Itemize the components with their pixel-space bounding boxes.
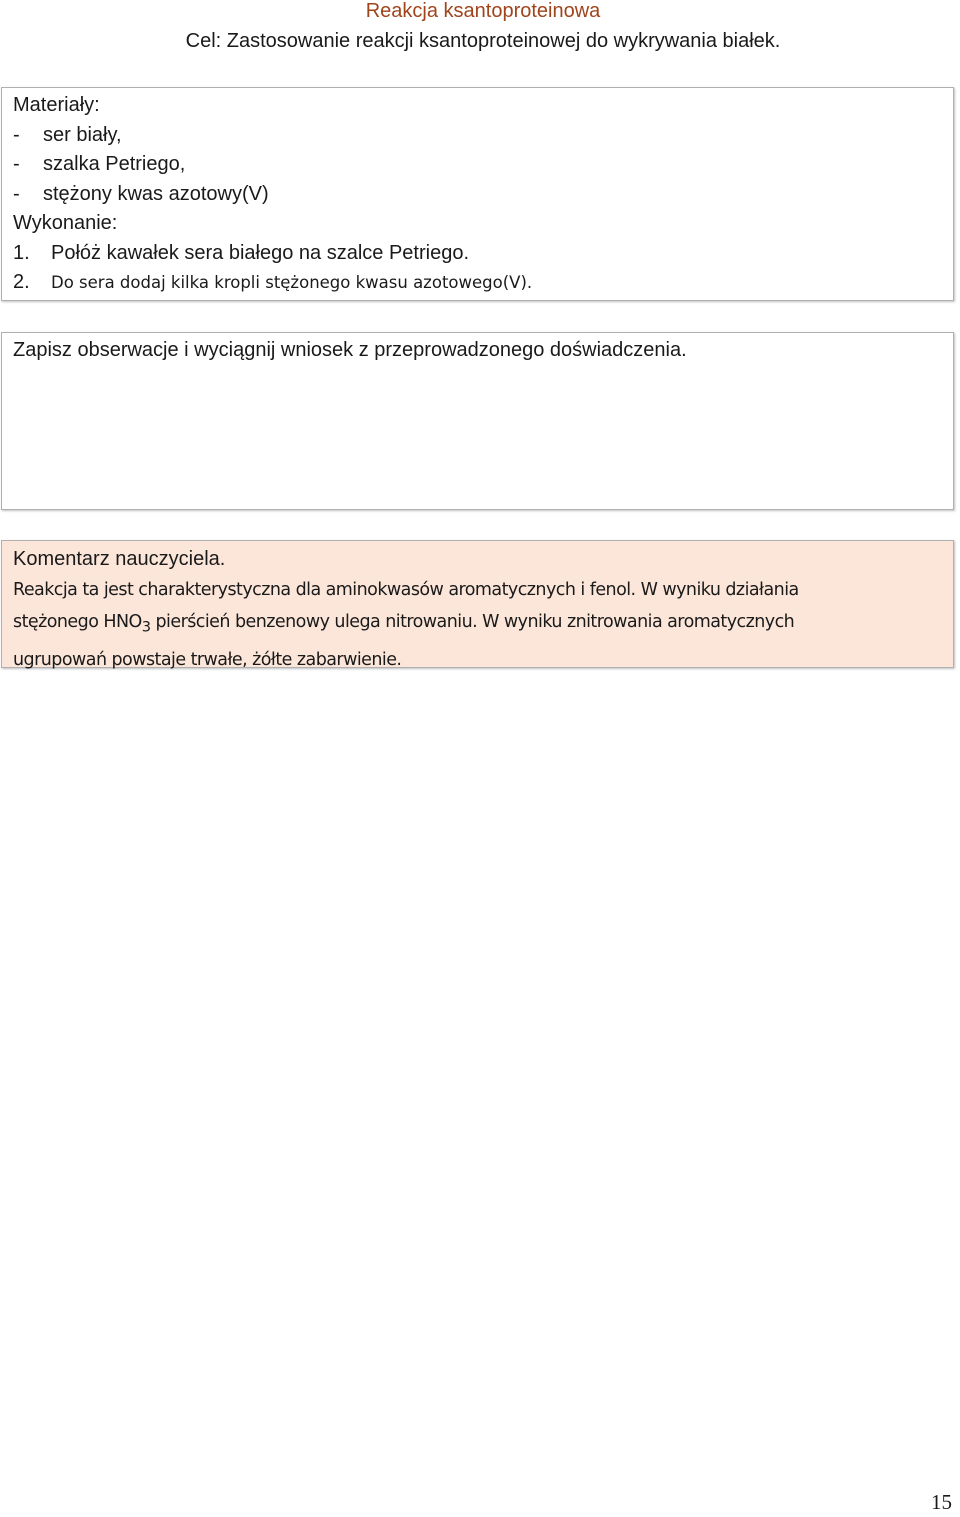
procedure-step [13, 268, 942, 298]
document-title: Reakcja ksantoproteinowa [365, 0, 601, 22]
material-label: szalka Petriego, [43, 153, 186, 175]
list-item [13, 121, 942, 151]
materials-heading: Materiały: [13, 94, 100, 116]
comment-line [13, 606, 942, 644]
bullet: - [13, 182, 20, 205]
bullet: - [13, 153, 20, 175]
material-label: stężony kwas azotowy(V) [43, 182, 269, 205]
procedure-step [13, 239, 942, 269]
comment-text-part: pierścień benzenowy ulega nitrowaniu. W wyniku znitrowania aromatycznych [150, 612, 795, 632]
comment-text-part: stężonego HNO [13, 612, 142, 632]
material-label: ser biały, [43, 123, 122, 146]
page-number: 15 [931, 1490, 952, 1514]
observations-prompt: Zapisz obserwacje i wyciągnij wniosek z przeprowadzonego doświadczenia. [13, 339, 687, 361]
step-number: 1. [13, 241, 30, 264]
comment-line: Reakcja ta jest charakterystyczna dla aminokwasów aromatycznych i fenol. W wyniku działania [13, 580, 799, 600]
goal-statement: Cel: Zastosowanie reakcji ksantoproteinowej do wykrywania białek. [185, 30, 781, 52]
step-number: 2. [13, 271, 30, 293]
teacher-comment-box [1, 540, 954, 668]
procedure-heading: Wykonanie: [13, 212, 118, 234]
step-text: Do sera dodaj kilka kropli stężonego kwasu azotowego(V). [51, 273, 533, 292]
observations-box[interactable] [1, 332, 954, 510]
list-item [13, 150, 942, 180]
list-item [13, 180, 942, 210]
materials-box [1, 87, 954, 301]
subscript: 3 [141, 618, 151, 636]
comment-heading: Komentarz nauczyciela. [13, 548, 226, 570]
comment-line: ugrupowań powstaje trwałe, żółte zabarwienie. [13, 649, 402, 670]
bullet: - [13, 123, 20, 146]
step-text: Połóż kawałek sera białego na szalce Petriego. [51, 241, 470, 264]
